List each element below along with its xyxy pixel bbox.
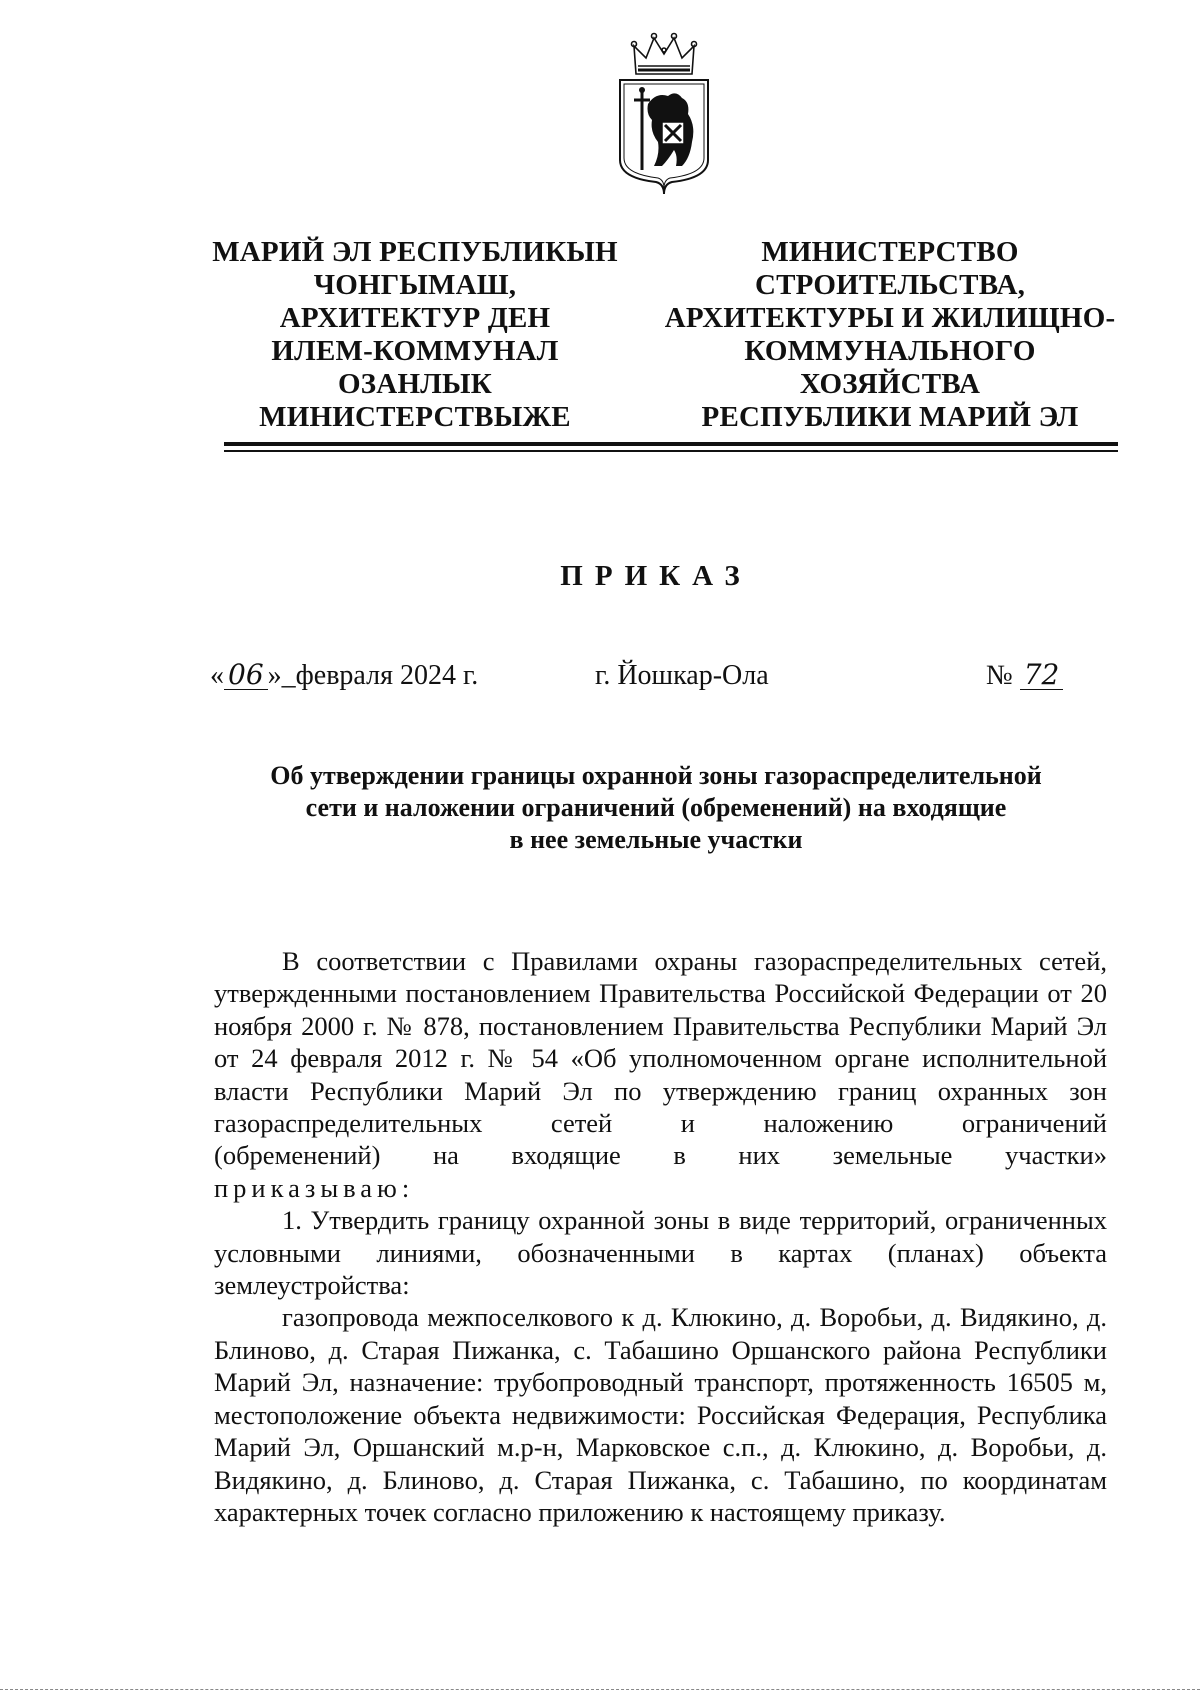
order-month-year: февраля 2024 г.	[295, 660, 479, 691]
order-word: приказываю:	[214, 1172, 415, 1203]
order-city: г. Йошкар-Ола	[595, 660, 769, 691]
open-quote: «	[210, 660, 224, 691]
scan-edge-line	[0, 1689, 1200, 1691]
coat-of-arms-icon	[612, 30, 716, 200]
ministry-name-mari: МАРИЙ ЭЛ РЕСПУБЛИКЫН ЧОНГЫМАШ, АРХИТЕКТУР ДЕН ИЛЕМ-КОММУНАЛ ОЗАНЛЫК МИНИСТЕРСТВЫЖЕ	[212, 236, 618, 433]
date-line	[0, 660, 1200, 700]
preamble-text: В соответствии с Правилами охраны газораспределительных сетей, утвержденными постановлением Правительства Российской Федерации от 20 ноября 2000 г. № 878, постановлением Правительства Республики Марий Эл от 24 февраля 2012 г. № 54 «Об уполномоченном органе исполнительной власти Республики Марий Эл по утверждению границ охранных зон газораспределительных сетей и наложению ограничений	[214, 946, 1107, 1139]
order-number-value: 72	[1020, 661, 1064, 690]
close-quote: »	[267, 660, 282, 691]
order-date: « 06 »_февраля 2024 г.	[210, 658, 479, 691]
ministry-name-russian: МИНИСТЕРСТВО СТРОИТЕЛЬСТВА, АРХИТЕКТУРЫ И ЖИЛИЩНО- КОММУНАЛЬНОГО ХОЗЯЙСТВА РЕСПУБЛИКИ МАРИЙ ЭЛ	[664, 236, 1116, 433]
document-body	[214, 945, 1107, 1528]
header-divider-thin	[224, 450, 1118, 452]
document-title: ПРИКАЗ	[560, 560, 752, 592]
order-subject	[0, 760, 1200, 856]
order-number	[986, 660, 1063, 692]
clause-1: 1. Утвердить границу охранной зоны в виде территорий, ограниченных условными линиями, обозначенными в картах (планах) объекта землеустройства:	[214, 1205, 1107, 1301]
header-divider-thick	[224, 442, 1118, 446]
number-label: №	[986, 660, 1013, 691]
preamble-last-line: (обременений) на входящие в них земельные участки»	[214, 1140, 1107, 1171]
preamble-paragraph	[214, 945, 1107, 1139]
subject-line-2: сети и наложении ограничений (обременений) на входящие	[305, 793, 1007, 822]
subject-line-3: в нее земельные участки	[509, 825, 803, 854]
document-header	[0, 236, 1200, 436]
order-day: 06	[224, 661, 268, 690]
subject-line-1: Об утверждении границы охранной зоны газораспределительной	[270, 761, 1042, 790]
clause-1-object: газопровода межпоселкового к д. Клюкино, д. Воробьи, д. Видякино, д. Блиново, д. Старая Пижанка, с. Табашино Оршанского района Республики Марий Эл, назначение: трубопроводный транспорт, протяженность 16505 м, местоположение объекта недвижимости: Российская Федерация, Республика Марий Эл, Оршанский м.р-н, Марковское с.п., д. Клюкино, д. Воробьи, д. Видякино, д. Блиново, д. Старая Пижанка, с. Табашино, по координатам характерных точек согласно приложению к настоящему приказу.	[214, 1302, 1107, 1527]
